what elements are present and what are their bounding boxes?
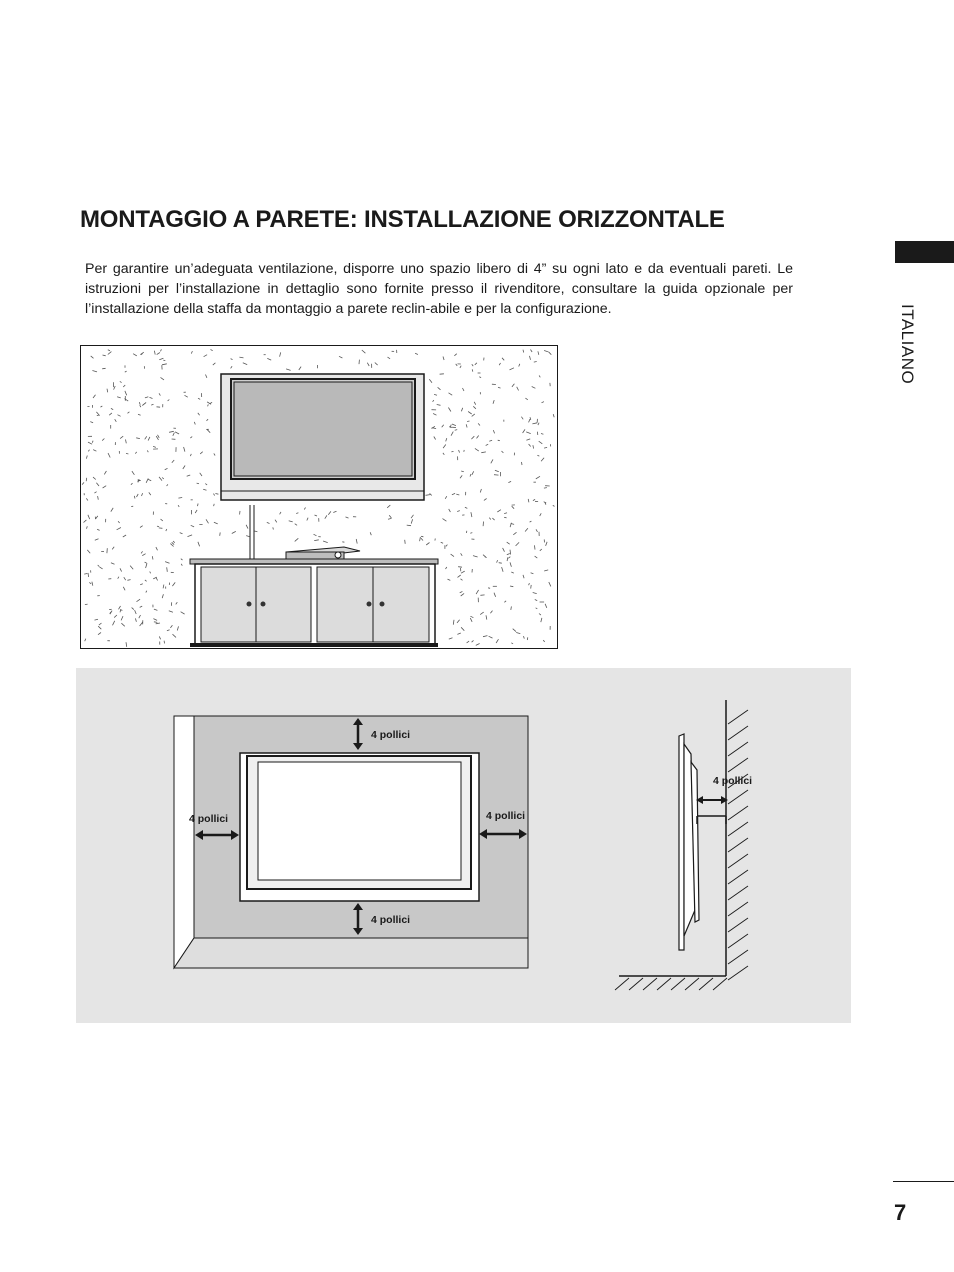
- tv-set: [221, 374, 424, 500]
- language-label: ITALIANO: [898, 304, 917, 385]
- intro-paragraph: Per garantire un’adeguata ventilazione, disporre uno spazio libero di 4” su ogni lato e da eventuali pareti. Le istruzioni per l’installazione in dettaglio sono fornite presso il rivenditore, consultare la guida opzionale per l’installazione della staffa da montaggio a parete reclin-abile e per la configurazione.: [85, 261, 793, 317]
- tv-cabinet: [190, 559, 438, 647]
- side-clearance-diagram: [605, 700, 765, 992]
- page-title: MONTAGGIO A PARETE: INSTALLAZIONE ORIZZONTALE: [80, 206, 725, 233]
- footer-rule: [893, 1181, 954, 1182]
- clearance-side-label: 4 pollici: [713, 775, 753, 787]
- page-number: 7: [894, 1200, 907, 1225]
- clearance-bottom-label: 4 pollici: [371, 914, 411, 926]
- tv-side-profile: [679, 734, 699, 950]
- wall-hatch: [728, 710, 748, 980]
- wall-bracket: [697, 816, 726, 824]
- side-clearance-arrow: [696, 796, 728, 804]
- clearance-left-label: 4 pollici: [189, 813, 229, 825]
- wall-mount-illustration: [80, 345, 558, 649]
- clearance-top-label: 4 pollici: [371, 729, 411, 741]
- clearance-right-label: 4 pollici: [486, 810, 526, 822]
- front-clearance-diagram: [172, 714, 532, 970]
- floor-hatch: [615, 978, 727, 990]
- language-tab: [895, 241, 954, 263]
